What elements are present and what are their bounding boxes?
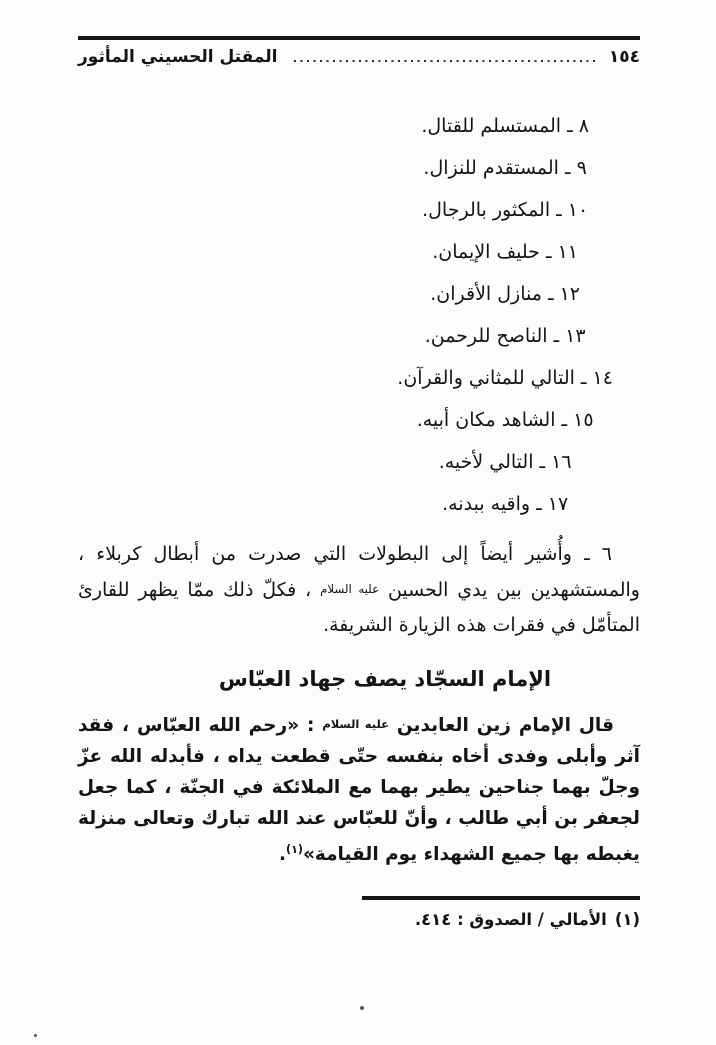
summary-paragraph <box>78 537 640 643</box>
footnote-separator <box>362 896 640 900</box>
running-title: المقتل الحسيني المأثور <box>78 47 278 67</box>
list-item: ١٥ ـ الشاهد مكان أبيه. <box>416 409 594 431</box>
section-heading: الإمام السجّاد يصف جهاد العبّاس <box>218 667 552 691</box>
footnote-ref: (١) <box>286 843 303 856</box>
footnote-marker: (١) <box>614 909 640 929</box>
list-item: ١٧ ـ واقيه ببدنه. <box>442 493 569 515</box>
list-item: ١١ ـ حليف الإيمان. <box>432 241 578 263</box>
list-item: ١٣ ـ الناصح للرحمن. <box>424 325 586 347</box>
honorific-alayhis-salam: عليه السلام <box>320 582 380 596</box>
quote-body: : «رحم الله العبّاس ، فقد آثر وأبلى وفدى أخاه بنفسه حتّى قطعت يداه ، فأبدله الله عزّ وجلّ بهما جناحين يطير بهما مع الملائكة في الجنّة ، كما جعل لجعفر بن أبي طالب ، وأنّ للعبّاس عند الله تبارك وتعالى منزلة يغبطه بها جميع الشهداء يوم القيامة» <box>78 715 640 866</box>
epithets-list <box>382 105 629 525</box>
honorific-alayhis-salam: عليه السلام <box>322 717 389 731</box>
quote-lead: قال الإمام زين العابدين <box>396 715 614 736</box>
list-item: ١٦ ـ التالي لأخيه. <box>438 451 572 473</box>
list-item: ١٢ ـ منازل الأقران. <box>430 283 580 305</box>
list-item: ١٤ ـ التالي للمثاني والقرآن. <box>397 367 613 389</box>
list-item: ٨ ـ المستسلم للقتال. <box>421 115 589 137</box>
quote-terminal: . <box>278 844 286 866</box>
footnote <box>78 910 640 929</box>
header-rule <box>78 36 640 40</box>
ink-speck <box>360 1006 364 1010</box>
paragraph-text: ، فكلّ ذلك ممّا يظهر للقارئ المتأمّل في فقرات هذه الزيارة الشريفة. <box>78 579 640 636</box>
list-item: ٩ ـ المستقدم للنزال. <box>423 157 587 179</box>
page-number: ١٥٤ <box>608 47 640 67</box>
quote-paragraph <box>78 709 640 870</box>
paragraph-text: ٦ ـ وأُشير أيضاً إلى البطولات التي صدرت من أبطال كربلاء ، والمستشهدين بين يدي الحسين <box>78 543 640 601</box>
list-item: ١٠ ـ المكثور بالرجال. <box>422 199 589 221</box>
footnote-text: الأمالي / الصدوق : ٤١٤. <box>414 909 607 929</box>
page-header <box>78 47 640 67</box>
ink-speck <box>34 1034 37 1037</box>
dotted-leader-icon <box>291 60 594 63</box>
